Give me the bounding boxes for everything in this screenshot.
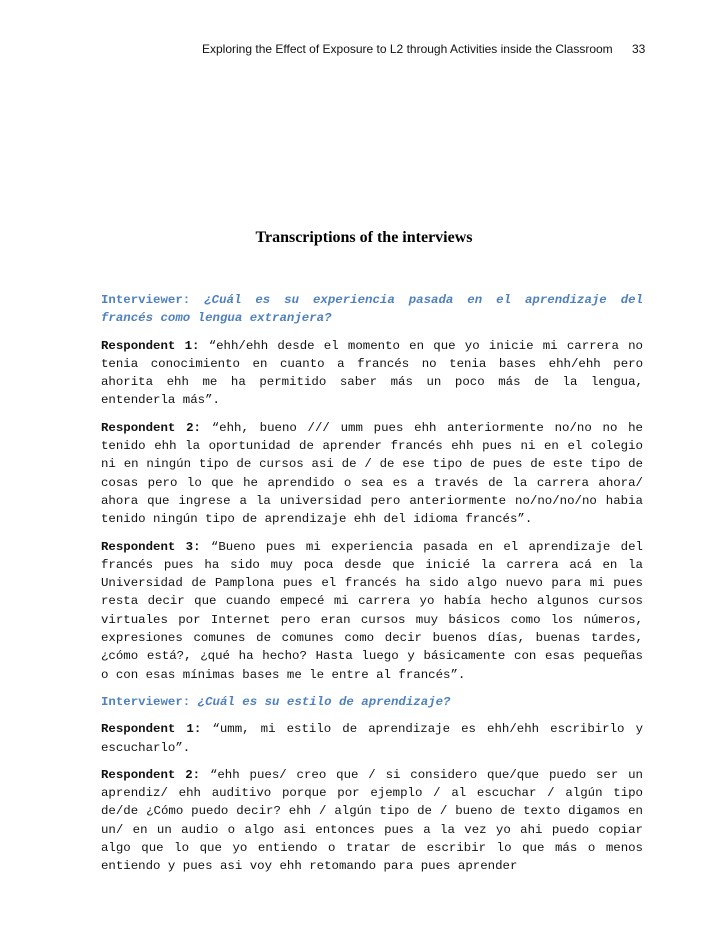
speaker-label: Interviewer: <box>101 694 191 709</box>
speaker-label: Respondent 3: <box>101 539 201 554</box>
page-title: Transcriptions of the interviews <box>255 229 473 246</box>
speaker-label: Respondent 2: <box>101 767 201 782</box>
speaker-label: Respondent 1: <box>101 338 200 353</box>
running-title: Exploring the Effect of Exposure to L2 through Activities inside the Classroom <box>202 42 613 56</box>
answer-text: “ehh pues/ creo que / si considero que/que puedo ser un aprendiz/ ehh auditivo porque por ejemplo / al escuchar / algún tipo de/de ¿Cómo puedo decir? ehh / algún tipo de / bueno de texto digamos en un/ en un audio o algo asi entonces pues a la vez yo ahi puedo copiar algo que lo que yo entiendo o tratar de escribir lo que más o menos entiendo y pues asi voy ehh retomando para pues aprender <box>101 767 643 874</box>
interviewer-question <box>101 291 643 328</box>
speaker-label: Respondent 1: <box>101 722 202 737</box>
respondent-answer <box>101 720 643 757</box>
respondent-answer <box>101 766 643 876</box>
answer-text: “ehh/ehh desde el momento en que yo inicie mi carrera no tenia conocimiento en cuanto a francés no tenia bases ehh/ehh pero ahorita ehh me ha permitido saber más un poco más de la lengua, entenderla más”. <box>101 338 643 408</box>
respondent-answer <box>101 538 643 684</box>
interviewer-question <box>101 693 643 711</box>
answer-text: “ehh, bueno /// umm pues ehh anteriormente no/no no he tenido ehh la oportunidad de aprender francés ehh pues ni en el colegio ni en ningún tipo de cursos asi de / de ese tipo de pues de este tipo de cosas pero lo que he aprendido o sea es a través de la carrera ahora/ ahora que ingrese a la universidad pero anteriormente no/no/no/no habia tenido ningún tipo de aprendizaje ehh del idioma francés”. <box>101 420 643 527</box>
question-text: ¿Cuál es su experiencia pasada en el aprendizaje del francés como lengua extranjera? <box>101 293 644 326</box>
page-number: 33 <box>632 42 646 56</box>
respondent-answer <box>101 337 643 410</box>
transcript-body <box>101 291 643 885</box>
speaker-label: Respondent 2: <box>101 420 201 435</box>
question-text: ¿Cuál es su estilo de aprendizaje? <box>197 694 451 709</box>
answer-text: “Bueno pues mi experiencia pasada en el aprendizaje del francés pues ha sido muy poca desde que inicié la carrera acá en la Universidad de Pamplona pues el francés ha sido algo nuevo para mi pues resta decir que cuando empecé mi carrera yo había hecho algunos cursos virtuales por Internet pero eran cursos muy básicos como los números, expresiones comunes de comunes como decir buenos días, buenas tardes, ¿cómo está?, ¿qué ha hecho? Hasta luego y básicamente con esas pequeñas o con esas mínimas bases me le entre al francés”. <box>101 539 643 682</box>
respondent-answer <box>101 419 643 529</box>
answer-text: “umm, mi estilo de aprendizaje es ehh/ehh escribirlo y escucharlo”. <box>101 722 644 755</box>
speaker-label: Interviewer: <box>101 293 191 307</box>
